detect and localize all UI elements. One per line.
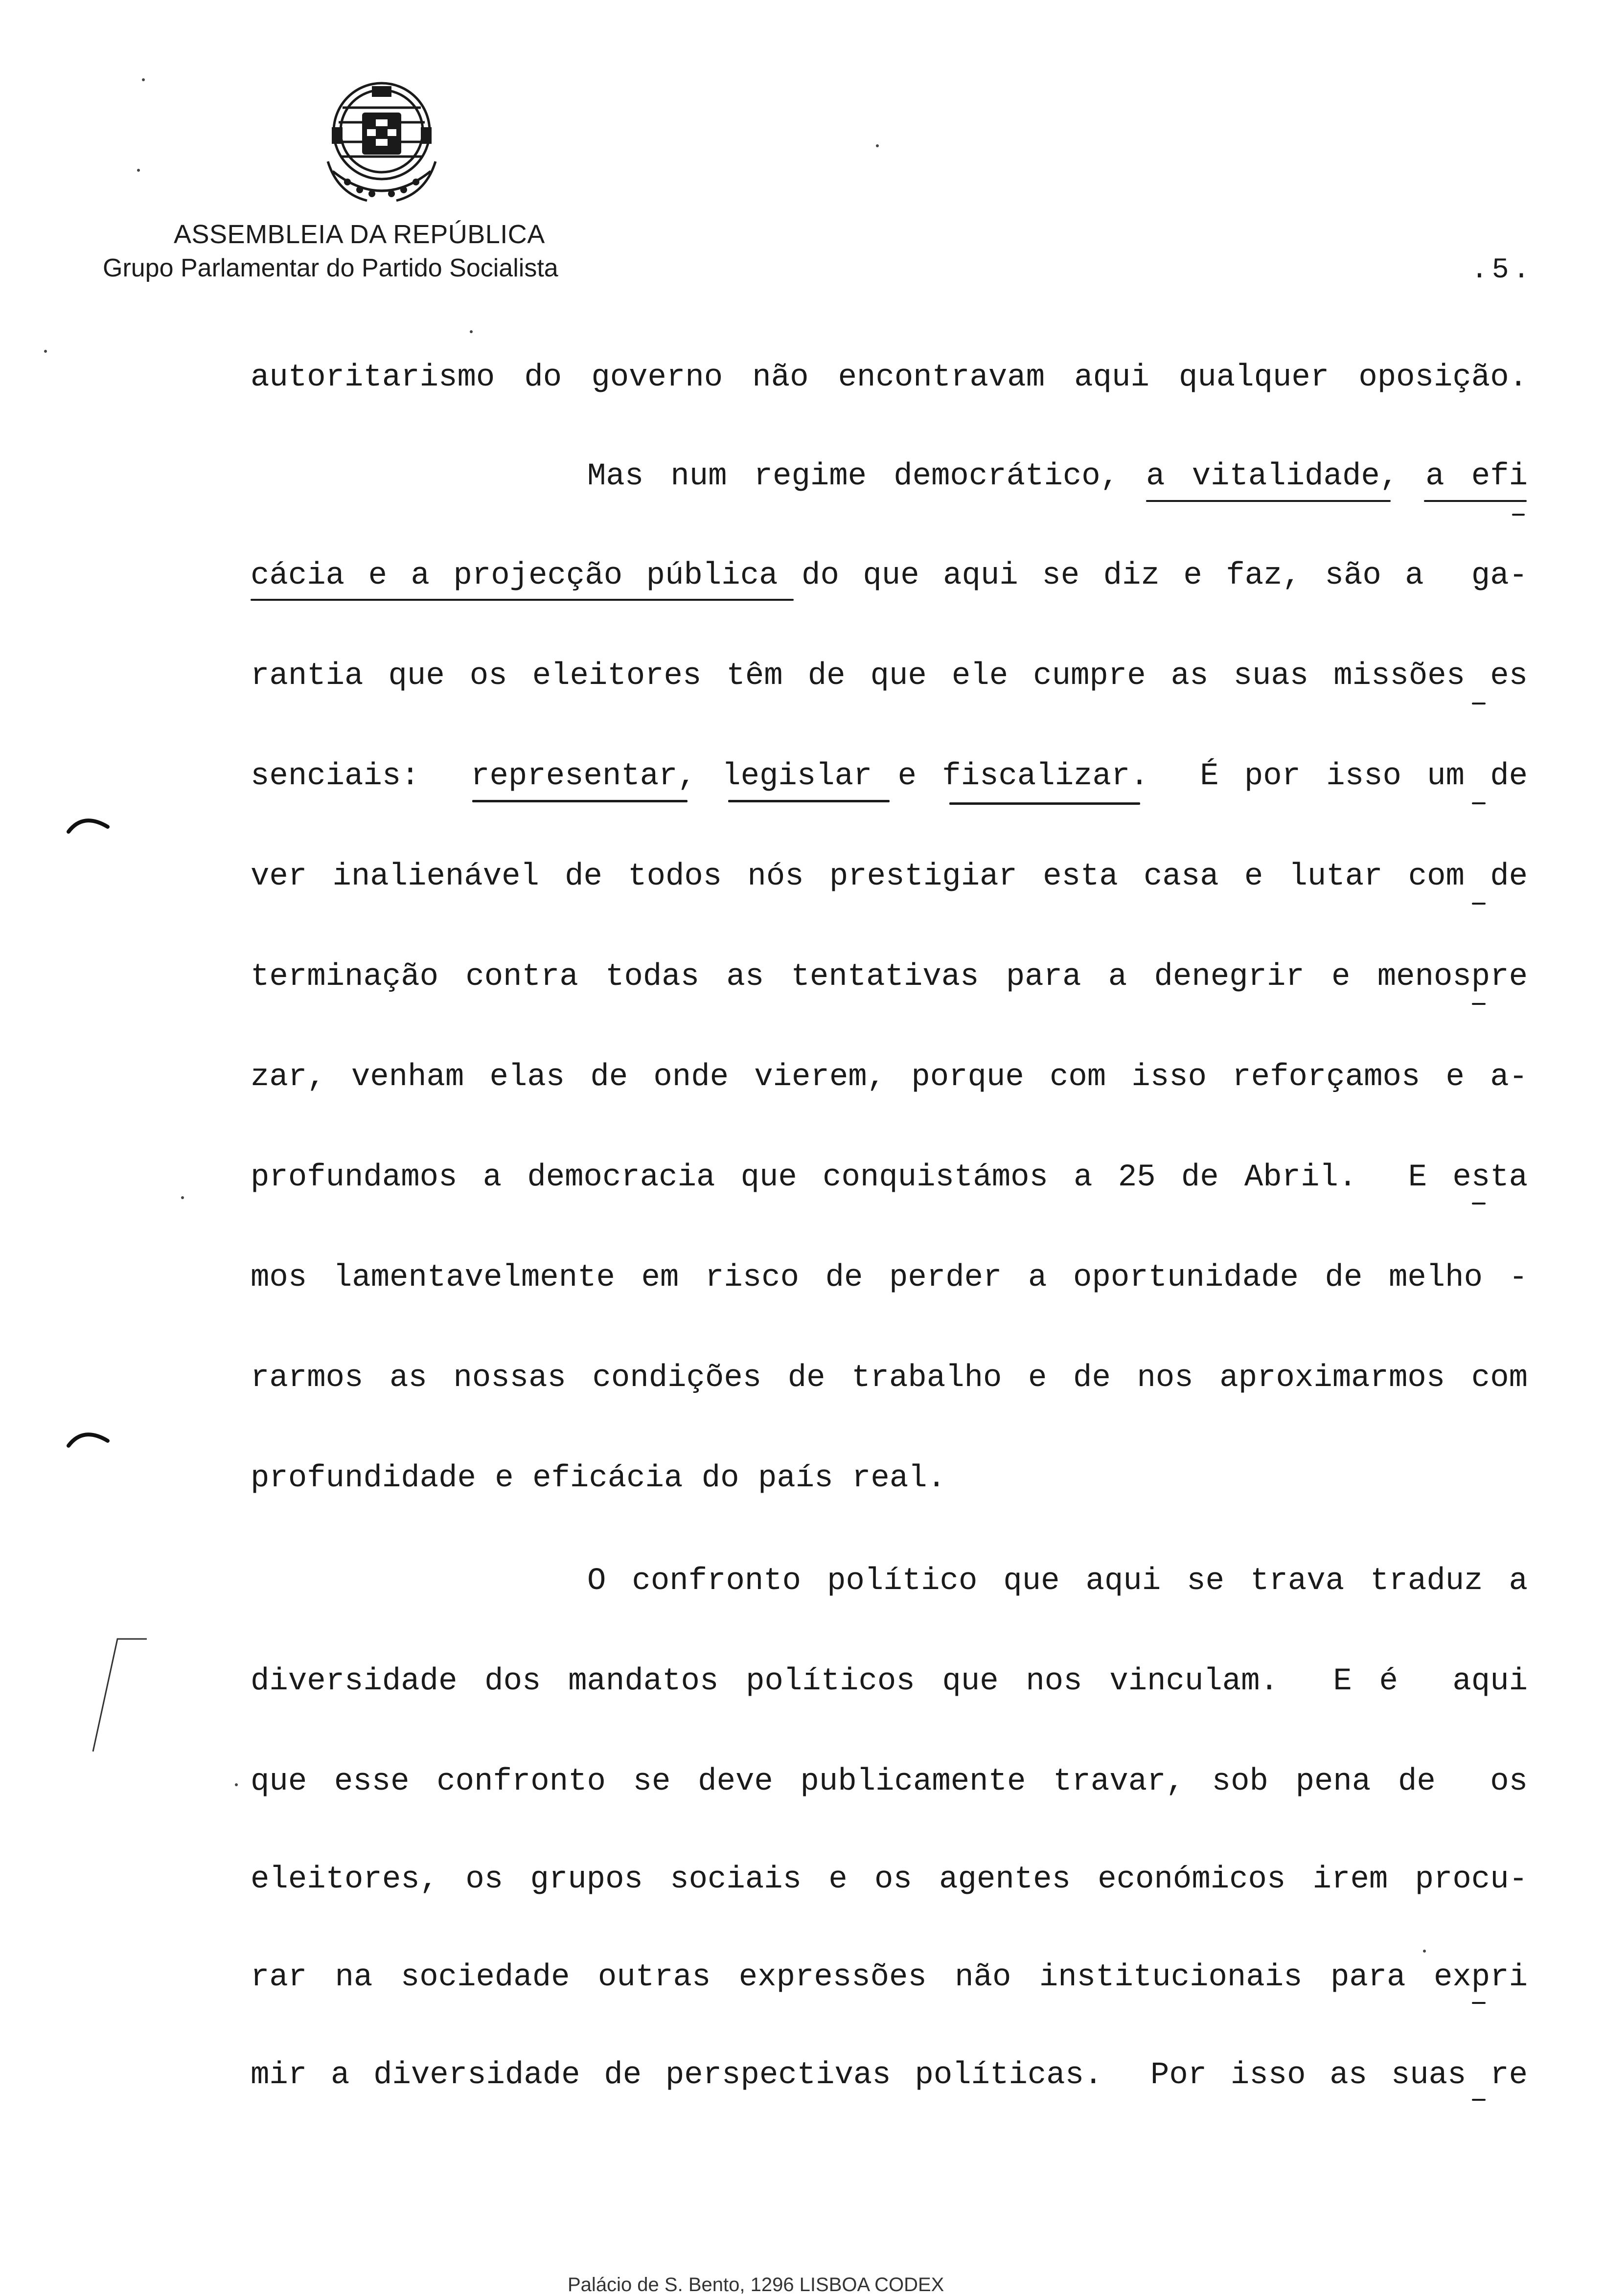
text-line: senciais: representar, legislar e fiscalizar. É por isso um de (251, 759, 1528, 794)
punch-hole-mark-icon (64, 1421, 113, 1451)
hyphen-mark (1472, 802, 1486, 804)
parliamentary-group: Grupo Parlamentar do Partido Socialista (103, 254, 558, 282)
text-line: Mas num regime democrático, a vitalidade, a efi (587, 459, 1528, 494)
text-line: mos lamentavelmente em risco de perder a oportunidade de melho - (251, 1260, 1528, 1296)
text-line: zar, venham elas de onde vierem, porque com isso reforçamos e a- (251, 1060, 1528, 1095)
text-line: ver inalienável de todos nós prestigiar esta casa e lutar com de (251, 859, 1528, 894)
underline-vitalidade (1146, 500, 1391, 502)
footer-address: Palácio de S. Bento, 1296 LISBOA CODEX (568, 2274, 944, 2296)
text-line: profundamos a democracia que conquistámos a 25 de Abril. E esta (251, 1160, 1528, 1195)
coat-of-arms-icon (313, 78, 450, 205)
institution-name: ASSEMBLEIA DA REPÚBLICA (174, 220, 545, 249)
hyphen-mark (1512, 514, 1525, 516)
text-line: rarmos as nossas condições de trabalho e de nos aproximarmos com (251, 1361, 1528, 1396)
hyphen-mark (1472, 703, 1486, 705)
text-line: mir a diversidade de perspectivas políticas. Por isso as suas re (251, 2058, 1528, 2093)
underline-fiscalizar (949, 802, 1140, 805)
page-number: .5. (1471, 254, 1534, 286)
underline-a-efi (1424, 500, 1527, 502)
hyphen-mark (1472, 1203, 1486, 1205)
hyphen-mark (1472, 903, 1486, 905)
hyphen-mark (1472, 2002, 1486, 2004)
margin-bracket-mark-icon (83, 1629, 152, 1756)
underline-eficacia-projeccao (251, 599, 794, 601)
underline-representar (472, 800, 688, 802)
text-line: cácia e a projecção pública do que aqui se diz e faz, são a ga- (251, 558, 1528, 593)
text-line: O confronto político que aqui se trava traduz a (587, 1564, 1528, 1599)
text-line: eleitores, os grupos sociais e os agentes económicos irem procu- (251, 1862, 1528, 1897)
underline-legislar (728, 800, 890, 802)
text-line: rantia que os eleitores têm de que ele cumpre as suas missões es (251, 659, 1528, 694)
hyphen-mark (1472, 2099, 1486, 2101)
text-line: diversidade dos mandatos políticos que nos vinculam. E é aqui (251, 1664, 1528, 1699)
punch-hole-mark-icon (64, 807, 113, 837)
text-line: profundidade e eficácia do país real. (251, 1461, 946, 1496)
text-line: rar na sociedade outras expressões não institucionais para expri (251, 1960, 1528, 1995)
text-line: que esse confronto se deve publicamente travar, sob pena de os (251, 1764, 1528, 1799)
text-line: autoritarismo do governo não encontravam aqui qualquer oposição. (251, 360, 1528, 395)
hyphen-mark (1472, 1003, 1486, 1005)
text-line: terminação contra todas as tentativas para a denegrir e menospre (251, 959, 1528, 995)
